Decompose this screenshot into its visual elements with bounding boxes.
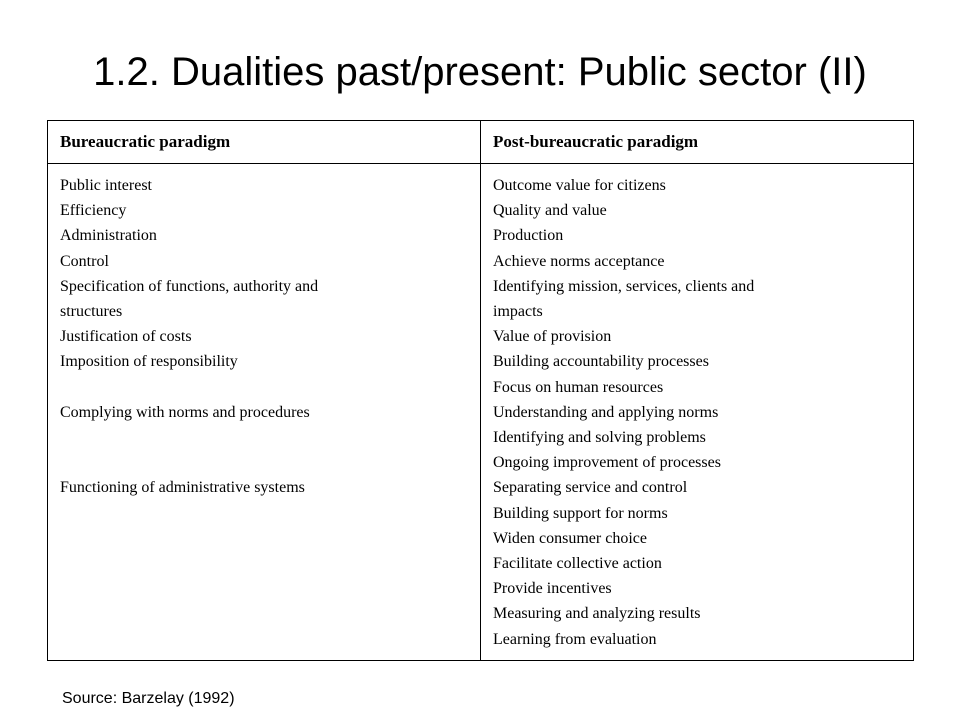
slide-title: 1.2. Dualities past/present: Public sector (II)	[93, 50, 867, 94]
post-bureaucratic-item: Outcome value for citizens	[493, 177, 666, 194]
post-bureaucratic-item: Learning from evaluation	[493, 630, 657, 648]
post-bureaucratic-item: Ongoing improvement of processes	[493, 454, 721, 472]
post-bureaucratic-item: Achieve norms acceptance	[493, 252, 665, 270]
post-bureaucratic-item: Facilitate collective action	[493, 555, 662, 573]
bureaucratic-item: Efficiency	[60, 202, 127, 220]
bureaucratic-item: Control	[60, 252, 109, 270]
post-bureaucratic-item: impacts	[493, 303, 543, 321]
table-header-row	[48, 121, 913, 164]
bureaucratic-item: Functioning of administrative systems	[60, 479, 305, 497]
post-bureaucratic-item: Identifying mission, services, clients and	[493, 277, 755, 295]
post-bureaucratic-item: Separating service and control	[493, 479, 688, 497]
bureaucratic-item: Justification of costs	[60, 328, 192, 346]
post-bureaucratic-item: Value of provision	[493, 328, 612, 346]
post-bureaucratic-item: Focus on human resources	[493, 378, 664, 396]
bureaucratic-item	[60, 375, 472, 400]
post-bureaucratic-item: Building support for norms	[493, 504, 668, 522]
bureaucratic-item	[60, 450, 472, 475]
post-bureaucratic-item: Measuring and analyzing results	[493, 605, 701, 623]
post-bureaucratic-item: Widen consumer choice	[493, 529, 647, 547]
post-bureaucratic-item: Provide incentives	[493, 580, 612, 598]
bureaucratic-item: Specification of functions, authority and	[60, 277, 319, 295]
post-bureaucratic-item: Building accountability processes	[493, 353, 709, 371]
bureaucratic-item: structures	[60, 303, 123, 321]
bureaucratic-list	[48, 164, 480, 509]
bureaucratic-item: Administration	[60, 227, 157, 245]
post-bureaucratic-item: Identifying and solving problems	[493, 429, 706, 447]
bureaucratic-item: Complying with norms and procedures	[60, 403, 310, 421]
bureaucratic-item	[60, 425, 472, 450]
bureaucratic-item: Imposition of responsibility	[60, 353, 238, 371]
post-bureaucratic-item: Understanding and applying norms	[493, 403, 719, 421]
bureaucratic-column	[48, 164, 481, 660]
post-bureaucratic-column	[481, 164, 913, 660]
comparison-table	[47, 120, 914, 661]
post-bureaucratic-list	[481, 164, 913, 660]
post-bureaucratic-item: Production	[493, 227, 564, 245]
table-body-row	[48, 164, 913, 660]
header-bureaucratic: Bureaucratic paradigm	[48, 121, 481, 163]
bureaucratic-item: Public interest	[60, 177, 152, 194]
post-bureaucratic-item: Quality and value	[493, 202, 607, 220]
source-citation: Source: Barzelay (1992)	[62, 690, 235, 707]
header-post-bureaucratic: Post-bureaucratic paradigm	[493, 132, 699, 151]
